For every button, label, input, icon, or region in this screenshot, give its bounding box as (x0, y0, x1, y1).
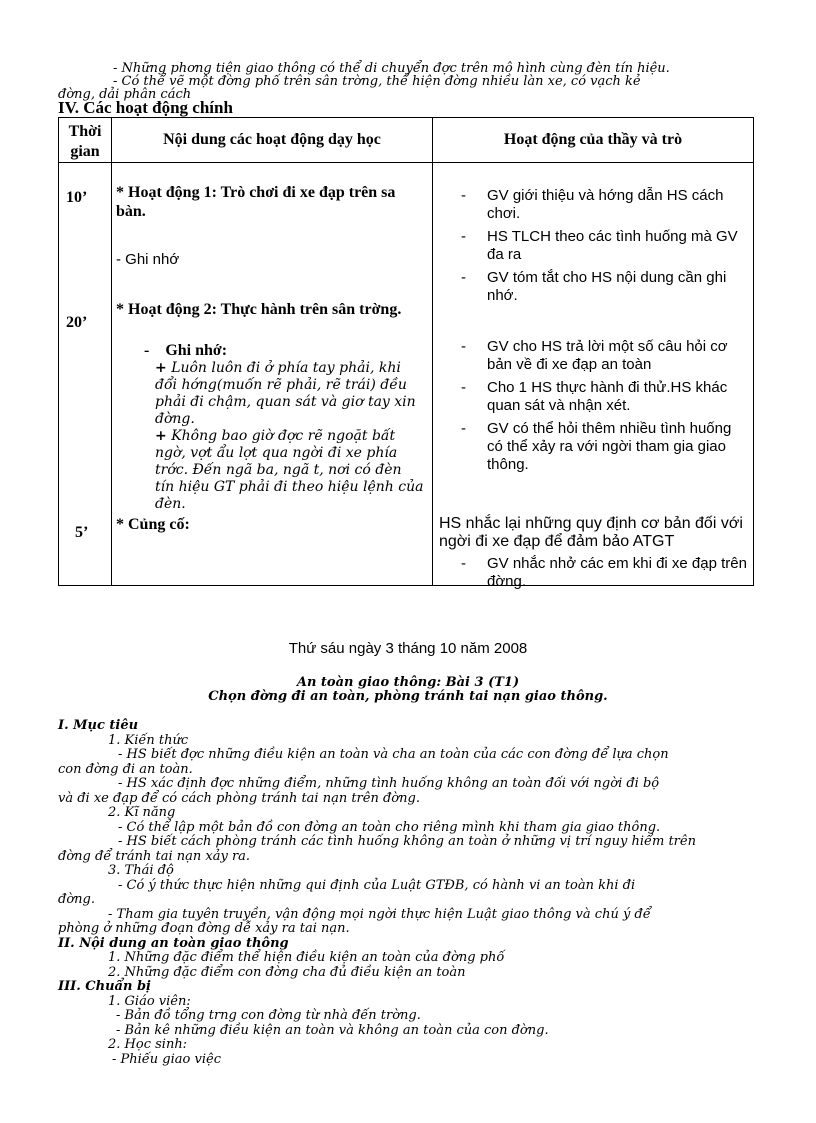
body-line: 1. Những đặc điểm thể hiện điều kiện an toàn của đờng phố (108, 950, 505, 965)
time-5: 5’ (75, 524, 89, 541)
body-line: 1. Kiến thức (108, 732, 189, 748)
body-line: con đờng đi an toàn. (58, 761, 193, 777)
body-line: phòng ở những đoạn đờng dễ xảy ra tai nạn. (58, 921, 350, 936)
section-heading: I. Mục tiêu (58, 718, 139, 733)
teacher-student-group-3 (433, 555, 751, 596)
rule-2-text: Không bao giờ đợc rẽ ngoặt bất ngờ, vợt ẩu lợt qua ngời đi xe phía trớc. Đến ngã ba, ngã t, nơi có đèn tín hiệu GT phải đi theo hiệu lệnh của đèn. (155, 428, 424, 512)
body-line: - Có thể lập một bản đồ con đờng an toàn cho riêng mình khi tham gia giao thông. (118, 819, 661, 835)
body-line: - Bản kê những điều kiện an toàn và không an toàn của con đờng. (116, 1022, 549, 1038)
body-line: - HS biết cách phòng tránh các tình huống không an toàn ở những vị trí nguy hiểm trên (118, 834, 696, 849)
body-line: 2. Học sinh: (108, 1037, 188, 1052)
activities-table (58, 117, 754, 590)
teacher-student-group-1 (433, 187, 751, 310)
list-item: - GV cho HS trả lời một số câu hỏi cơ bản về đi xe đạp an toàn (433, 338, 751, 374)
date-line: Thứ sáu ngày 3 tháng 10 năm 2008 (288, 640, 528, 657)
lesson-title: An toàn giao thông: Bài 3 (T1) (296, 675, 520, 690)
plus-icon: + (155, 360, 167, 376)
table-header-row (59, 118, 754, 163)
section-heading: II. Nội dung an toàn giao thông (58, 935, 289, 951)
plus-icon: + (155, 428, 167, 444)
list-item: - GV nhắc nhở các em khi đi xe đạp trên đờng. (433, 555, 751, 591)
time-20: 20’ (66, 314, 88, 331)
note-heading-text: Ghi nhớ: (165, 342, 228, 359)
header-activity: Hoạt động của thầy và trò (503, 131, 683, 148)
body-line: - HS xác định đợc những điểm, những tình huống không an toàn đối với ngời đi bộ (118, 776, 660, 791)
intro-line-3: đờng, dải phân cách (58, 87, 192, 102)
activity-2-title: * Hoạt động 2: Thực hành trên sân trờng. (116, 301, 402, 318)
body-line: 2. Những đặc điểm con đờng cha đủ điều kiện an toàn (108, 964, 466, 980)
time-10: 10’ (66, 189, 88, 206)
intro-line-2: - Có thể vẽ một đờng phố trên sân trờng, thể hiện đờng nhiều làn xe, có vạch kẻ (113, 74, 641, 89)
activity-1-note: - Ghi nhớ (116, 251, 180, 268)
list-item: - GV có thể hỏi thêm nhiều tình huống có thể xảy ra với ngời tham gia giao thông. (433, 420, 751, 474)
body-line: 3. Thái độ (108, 863, 174, 878)
dash-bullet: - (144, 342, 150, 359)
section-heading: III. Chuẩn bị (58, 979, 151, 994)
header-content: Nội dung các hoạt động dạy học (163, 131, 381, 148)
header-time: Thời gian (68, 123, 102, 160)
activity-1-title: * Hoạt động 1: Trò chơi đi xe đạp trên sa bàn. (116, 184, 396, 220)
body-line: và đi xe đạp để có cách phòng tránh tai nạn trên đờng. (58, 790, 420, 806)
body-line: đờng để tránh tai nạn xảy ra. (58, 848, 251, 864)
teacher-student-group-2 (433, 338, 751, 479)
body-line: 2. Kĩ năng (108, 805, 176, 820)
consolidate-title: * Củng cố: (116, 516, 190, 533)
body-line: - Phiếu giao việc (112, 1051, 221, 1067)
body-line: - Có ý thức thực hiện những qui định của Luật GTĐB, có hành vi an toàn khi đi (118, 877, 636, 893)
list-item: - GV tóm tắt cho HS nội dung cần ghi nhớ. (433, 269, 751, 305)
body-line: - Bản đồ tổng trng con đờng từ nhà đến trờng. (116, 1008, 421, 1023)
intro-line-1: - Những phơng tiện giao thông có thể di chuyển đợc trên mô hình cùng đèn tín hiệu. (113, 61, 670, 76)
body-line: 1. Giáo viên: (108, 993, 191, 1009)
section-title-activities: IV. Các hoạt động chính (58, 98, 233, 117)
activity-2-note-heading (144, 341, 227, 360)
rule-1 (155, 360, 425, 428)
body-line: - HS biết đợc những điều kiện an toàn và cha an toàn của các con đờng để lựa chọn (118, 747, 669, 762)
body-line: đờng. (58, 892, 95, 907)
summary-text: HS nhắc lại những quy định cơ bản đối với ngời đi xe đạp để đảm bảo ATGT (439, 515, 743, 550)
table-body-row (59, 163, 754, 586)
list-item: - Cho 1 HS thực hành đi thử.HS khác quan sát và nhận xét. (433, 379, 751, 415)
lesson-subtitle: Chọn đờng đi an toàn, phòng tránh tai nạn giao thông. (208, 689, 608, 704)
list-item: - HS TLCH theo các tình huống mà GV đa ra (433, 228, 751, 264)
list-item: - GV giới thiệu và hớng dẫn HS cách chơi. (433, 187, 751, 223)
body-line: - Tham gia tuyên truyền, vận động mọi ngời thực hiện Luật giao thông và chú ý để (108, 906, 651, 922)
rule-2 (155, 428, 425, 513)
rule-1-text: Luôn luôn đi ở phía tay phải, khi đổi hớng(muốn rẽ phải, rẽ trái) đều phải đi chậm, quan sát và giơ tay xin đờng. (155, 360, 416, 427)
